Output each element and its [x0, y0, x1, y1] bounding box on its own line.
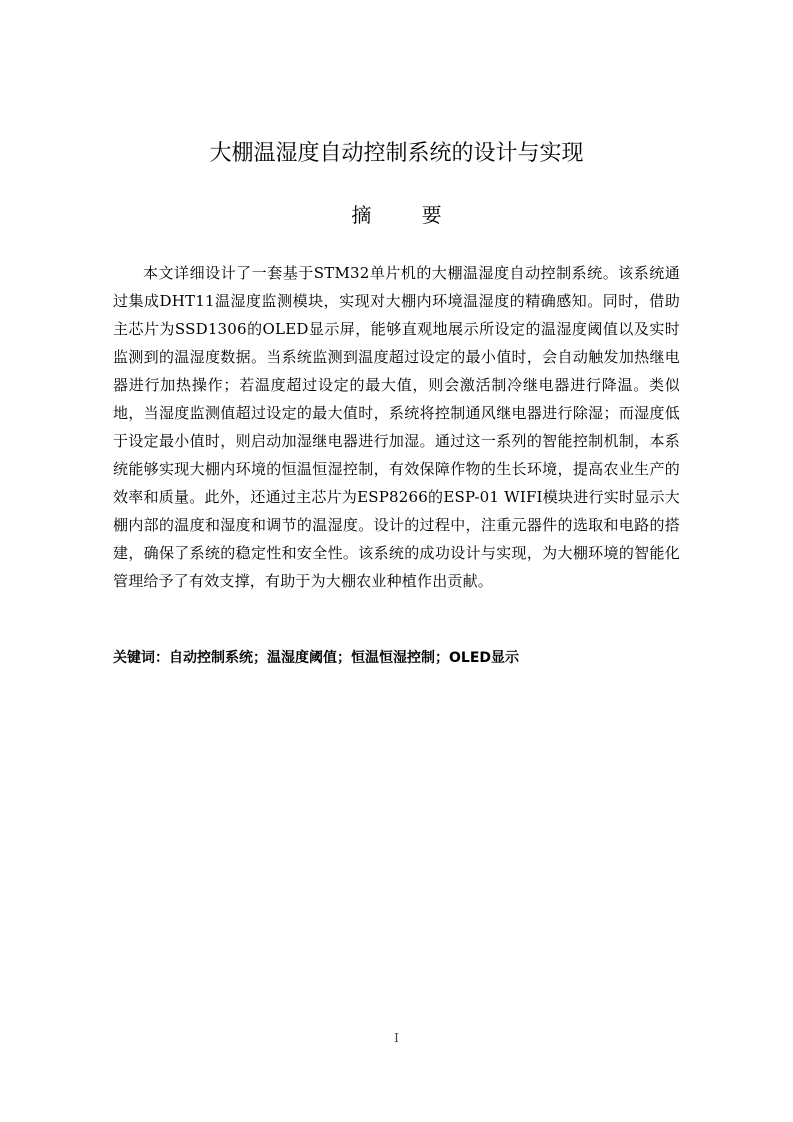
- abstract-heading: 摘 要: [351, 203, 464, 227]
- keywords-line: 关键词：自动控制系统；温湿度阈值；恒温恒湿控制；OLED显示: [113, 650, 520, 666]
- abstract-paragraph: 本文详细设计了一套基于STM32单片机的大棚温湿度自动控制系统。该系统通过集成DHT11温湿度监测模块，实现对大棚内环境温湿度的精确感知。同时，借助主芯片为SSD1306的OLED显示屏，能够直观地展示所设定的温湿度阈值以及实时监测到的温湿度数据。当系统监测到温度超过设定的最小值时，会自动触发加热继电器进行加热操作；若温度超过设定的最大值，则会激活制冷继电器进行降温。类似地，当湿度监测值超过设定的最大值时，系统将控制通风继电器进行除湿；而湿度低于设定最小值时，则启动加湿继电器进行加湿。通过这一系列的智能控制机制，本系统能够实现大棚内环境的恒温恒湿控制，有效保障作物的生长环境，提高农业生产的效率和质量。此外，还通过主芯片为ESP8266的ESP-01 WIFI模块进行实时显示大棚内部的温度和湿度和调节的温湿度。设计的过程中，注重元器件的选取和电路的搭建，确保了系统的稳定性和安全性。该系统的成功设计与实现，为大棚环境的智能化管理给予了有效支撑，有助于为大棚农业种植作出贡献。: [113, 264, 680, 590]
- thesis-title: 大棚温湿度自动控制系统的设计与实现: [209, 141, 584, 166]
- page-number: I: [394, 1031, 399, 1045]
